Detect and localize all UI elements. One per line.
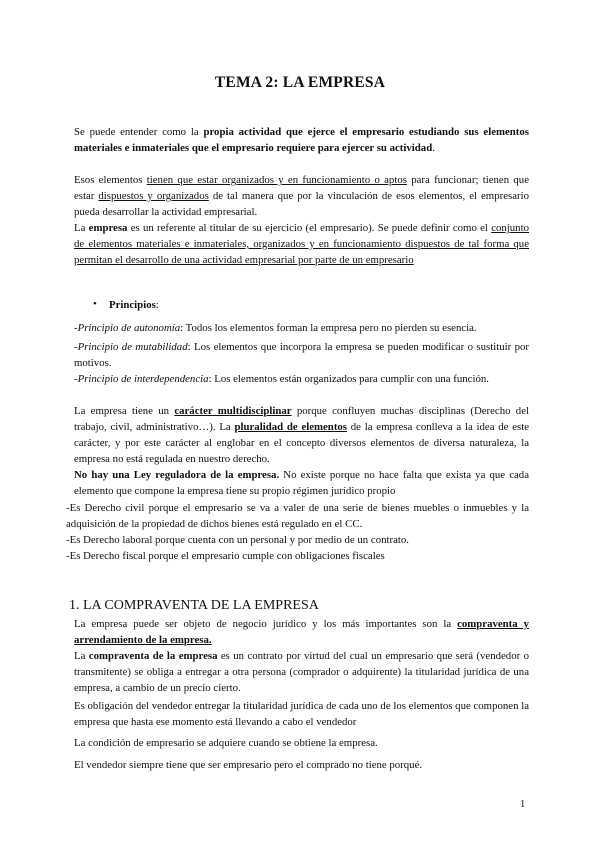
obligacion-vendedor-paragraph: Es obligación del vendedor entregar la titularidad jurídica de cada uno de los elementos que componen la empresa que hasta ese momento está llevando a cabo el vendedor bbox=[74, 700, 529, 728]
principio-text: : Los elementos están organizados para cumplir con una función. bbox=[208, 373, 489, 385]
p3-text-a: La bbox=[74, 222, 89, 234]
principio-autonomia bbox=[74, 320, 529, 336]
principios-label: Principios bbox=[109, 299, 156, 311]
intro-bold-text: propia actividad que ejerce el empresario estudiando sus elementos materiales e inmateriales que el empresario requiere para ejercer su actividad bbox=[74, 126, 529, 154]
principios-bullet: • bbox=[93, 298, 97, 310]
page-title: TEMA 2: LA EMPRESA bbox=[214, 74, 386, 91]
p2-text-b: para funcionar; tienen que estar bbox=[74, 174, 529, 202]
p2-underlined-b: dispuestos y organizados bbox=[98, 190, 209, 202]
intro-end: . bbox=[432, 142, 435, 154]
section-heading-compraventa: 1. LA COMPRAVENTA DE LA EMPRESA bbox=[69, 598, 319, 613]
elements-paragraph bbox=[74, 172, 529, 220]
p4-pluralidad-elementos: pluralidad de elementos bbox=[234, 421, 348, 433]
compraventa-definition-paragraph bbox=[74, 648, 529, 696]
s2-text-a: La bbox=[74, 650, 89, 662]
principio-name: -Principio de mutabilidad bbox=[74, 341, 188, 353]
principio-name: -Principio de interdependencia bbox=[74, 373, 209, 385]
principio-text: : Los elementos que incorpora la empresa se pueden modificar o sustituir por motivos. bbox=[74, 341, 529, 369]
p4-text-a: La empresa tiene un bbox=[74, 405, 175, 417]
s1-text: La empresa puede ser objeto de negocio jurídico y los más importantes son la bbox=[74, 618, 458, 630]
page-number: 1 bbox=[520, 799, 526, 810]
multidisciplinar-paragraph bbox=[74, 403, 529, 467]
p2-text-a: Esos elementos bbox=[74, 174, 147, 186]
intro-text: Se puede entender como la bbox=[74, 126, 204, 138]
p4-text-b: porque confluyen muchas disciplinas (Derecho del trabajo, civil, administrativo…). La bbox=[74, 405, 529, 433]
derecho-civil-line: -Es Derecho civil porque el empresario se va a valer de una serie de bienes muebles o inmuebles y la adquisición de la propiedad de dichos bienes está regulado en el CC. bbox=[66, 502, 529, 530]
s2-text-b: es un contrato por virtud del cual un empresario que será (vendedor o transmitente) se obliga a entregar a otra persona (comprador o adquirente) la titularidad jurídica de una empresa, a cambio de un precio cierto. bbox=[74, 650, 529, 694]
s2-compraventa-bold: compraventa de la empresa bbox=[88, 650, 218, 662]
p3-underlined-definition: conjunto de elementos materiales e inmateriales, organizados y en funcionamiento dispuestos de tal forma que permitan el desarrollo de una actividad empresarial por parte de un empresario bbox=[74, 222, 529, 266]
no-ley-text: No existe porque no hace falta que exista ya que cada elemento que compone la empresa tiene su propio régimen jurídico propio bbox=[74, 469, 529, 497]
p2-text-c: de tal manera que por la vinculación de esos elementos, el empresario pueda desarrollar la actividad empresarial. bbox=[74, 190, 529, 218]
no-ley-paragraph bbox=[74, 467, 529, 499]
p4-text-c: de la empresa conlleva a la idea de este carácter, y por este carácter al englobar en el concepto diversos elementos de diversa naturaleza, la empresa no está regulada en nuestro derecho. bbox=[74, 421, 529, 465]
compraventa-intro-paragraph bbox=[74, 616, 529, 648]
s1-compraventa-arrendamiento: compraventa y arrendamiento de la empresa. bbox=[74, 618, 530, 646]
principio-text: : Todos los elementos forman la empresa pero no pierden su esencia. bbox=[180, 322, 477, 334]
derecho-fiscal-line: -Es Derecho fiscal porque el empresario cumple con obligaciones fiscales bbox=[66, 550, 385, 562]
p4-caracter-multidisciplinar: carácter multidisciplinar bbox=[174, 405, 292, 417]
principio-mutabilidad bbox=[74, 339, 529, 371]
intro-paragraph bbox=[74, 124, 529, 156]
principios-colon: : bbox=[155, 299, 159, 311]
no-ley-bold: No hay una Ley reguladora de la empresa. bbox=[74, 469, 280, 481]
derecho-laboral-line: -Es Derecho laboral porque cuenta con un personal y por medio de un contrato. bbox=[66, 534, 409, 546]
p3-text-b: es un referente al titular de su ejercicio (el empresario). Se puede definir como el bbox=[127, 222, 492, 234]
condicion-empresario-line: La condición de empresario se adquiere cuando se obtiene la empresa. bbox=[74, 737, 378, 749]
principio-name: -Principio de autonomía bbox=[74, 322, 181, 334]
p3-bold-empresa: empresa bbox=[88, 222, 128, 234]
empresa-definition-paragraph bbox=[74, 220, 529, 268]
principio-interdependencia bbox=[74, 371, 529, 387]
principios-heading bbox=[109, 297, 529, 313]
p2-underlined-a: tienen que estar organizados y en funcionamiento o aptos bbox=[146, 174, 407, 186]
vendedor-empresario-line: El vendedor siempre tiene que ser empresario pero el comprado no tiene porqué. bbox=[74, 759, 423, 771]
